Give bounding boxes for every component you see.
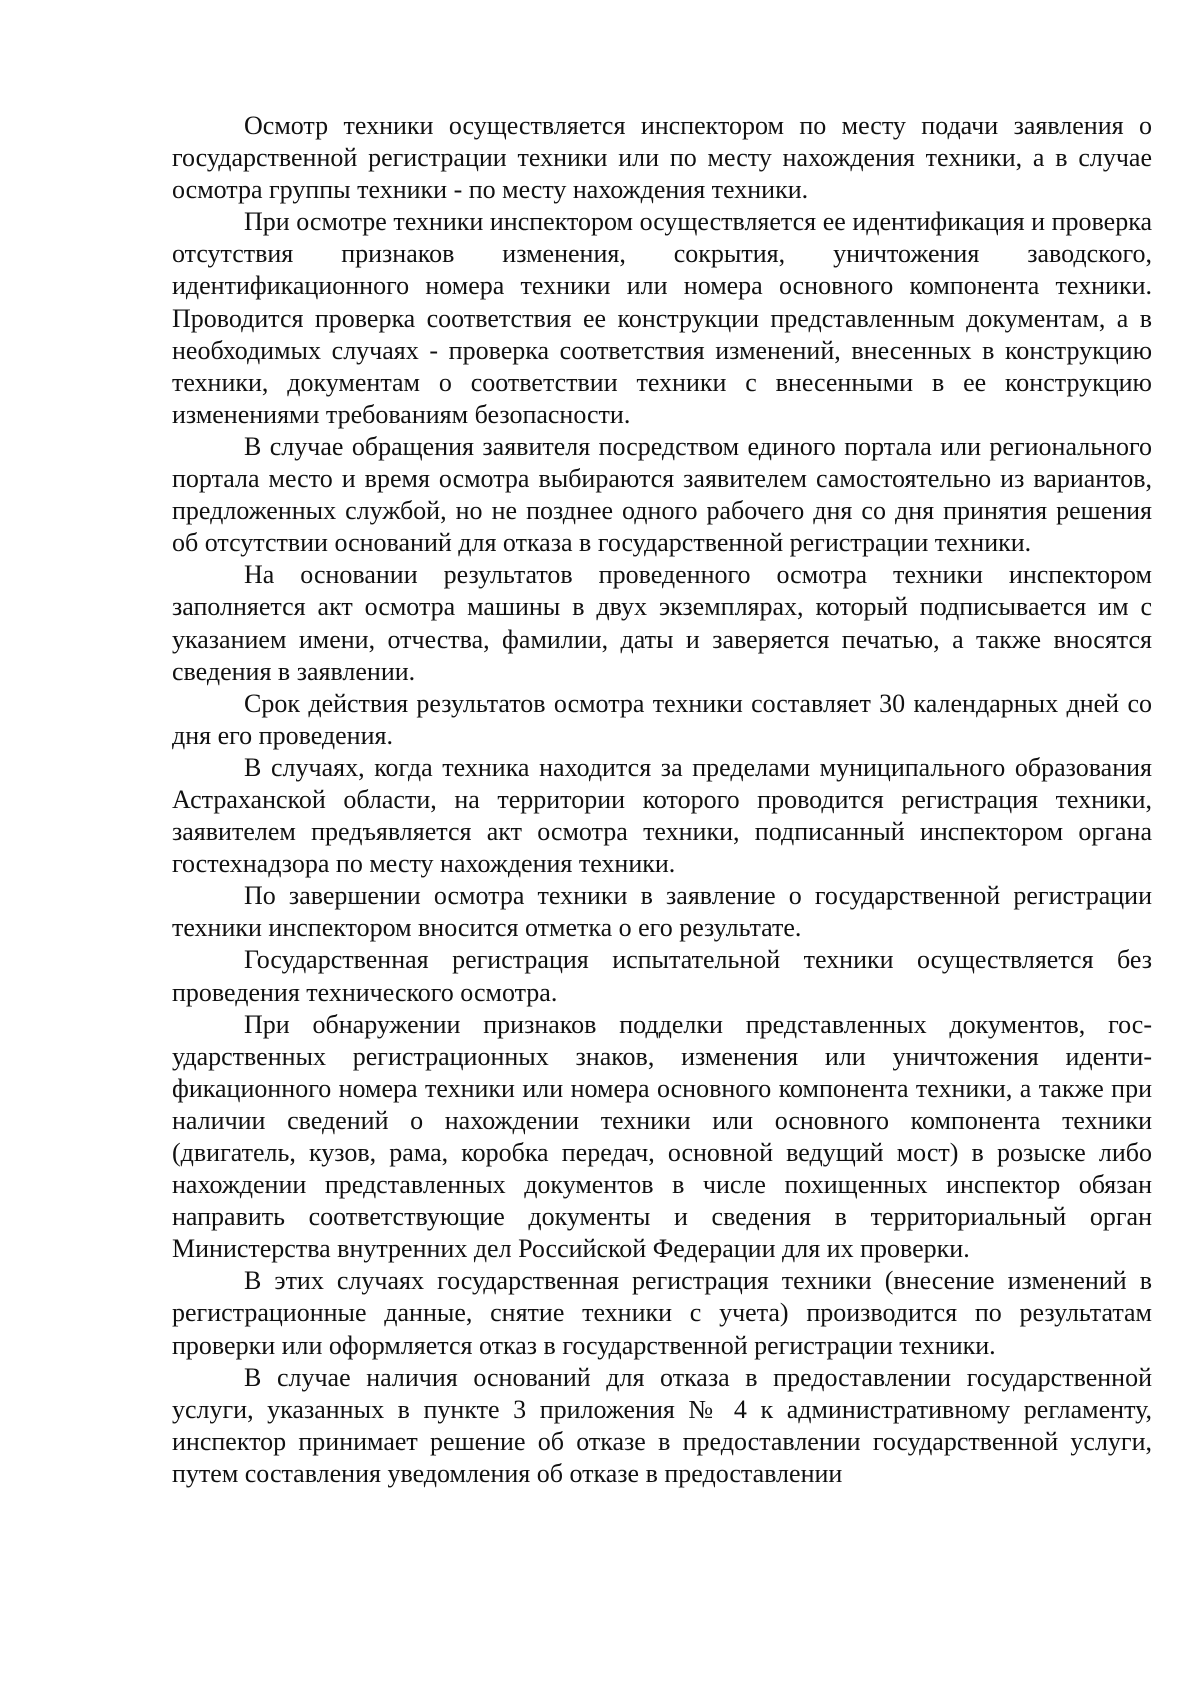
- paragraph-refusal-grounds: В случае наличия оснований для отказа в предоставлении государственной услуги, указанных в пункте 3 приложения № 4 к административному регламенту, инспектор принимает решение об отказе в предоставлении государственной услуги, путем составления уведомления об отказе в предоставлении: [172, 1362, 1152, 1488]
- paragraph-portal-request: В случае обращения заявителя посредством единого портала или регионального портала место и время осмотра выбираются заявителем самостоятельно из вариантов, предложенных службой, но не позднее одного рабочего дня со дня принятия решения об отсутствии оснований для отказа в государственной регистрации техники.: [172, 431, 1152, 558]
- paragraph-outside-municipality: В случаях, когда техника находится за пределами муниципального образования Астраханской области, на территории которого проводится регистрация техники, заявителем предъявляется акт осмотра техники, подписанный инспектором органа гостехнадзора по месту нахождения техники.: [172, 752, 1152, 879]
- paragraph-identification: При осмотре техники инспектором осуществляется ее идентификация и проверка отсутствия признаков изменения, сокрытия, уничтожения заводского, идентификационного номера техники или номера основного компонента техники. Проводится проверка соответствия ее конструкции представленным документам, а в необходимых случаях - проверка соответствия изменений, внесенных в конструкцию техники, документам о соответствии техники с внесенными в ее конструкцию изменениями требованиям безопасности.: [172, 207, 1152, 429]
- paragraph-forgery-signs: При обнаружении признаков подделки представленных документов, государственных регистрационных знаков, изменения или уничтожения идентификационного номера техники или номера основного компонента техники, а также при наличии сведений о нахождении техники или основного компонента техники (двигатель, кузов, рама, коробка передач, основной ведущий мост) в розыске либо нахождении представленных документов в числе похищенных инспектор обязан направить соответствующие документы и сведения в территориальный орган Министерства внутренних дел Российской Федерации для их проверки.: [172, 1009, 1152, 1264]
- paragraph-validity-period: Срок действия результатов осмотра техники составляет 30 календарных дней со дня его проведения.: [172, 688, 1152, 750]
- paragraph-test-equipment: Государственная регистрация испытательной техники осуществляется без проведения технического осмотра.: [172, 945, 1152, 1007]
- paragraph-inspection-act: На основании результатов проведенного осмотра техники инспектором заполняется акт осмотра машины в двух экземплярах, который подписывается им с указанием имени, отчества, фамилии, даты и заверяется печатью, а также вносятся сведения в заявлении.: [172, 560, 1152, 686]
- paragraph-result-mark: По завершении осмотра техники в заявление о государственной регистрации техники инспектором вносится отметка о его результате.: [172, 881, 1152, 943]
- paragraph-inspection-place: Осмотр техники осуществляется инспектором по месту подачи заявления о государственной регистрации техники или по месту нахождения техники, а в случае осмотра группы техники - по месту нахождения техники.: [172, 111, 1152, 205]
- paragraph-verification-result: В этих случаях государственная регистрация техники (внесение изменений в регистрационные данные, снятие техники с учета) производится по результатам проверки или оформляется отказ в государственной регистрации техники.: [172, 1266, 1152, 1360]
- document-page: [172, 110, 1152, 1490]
